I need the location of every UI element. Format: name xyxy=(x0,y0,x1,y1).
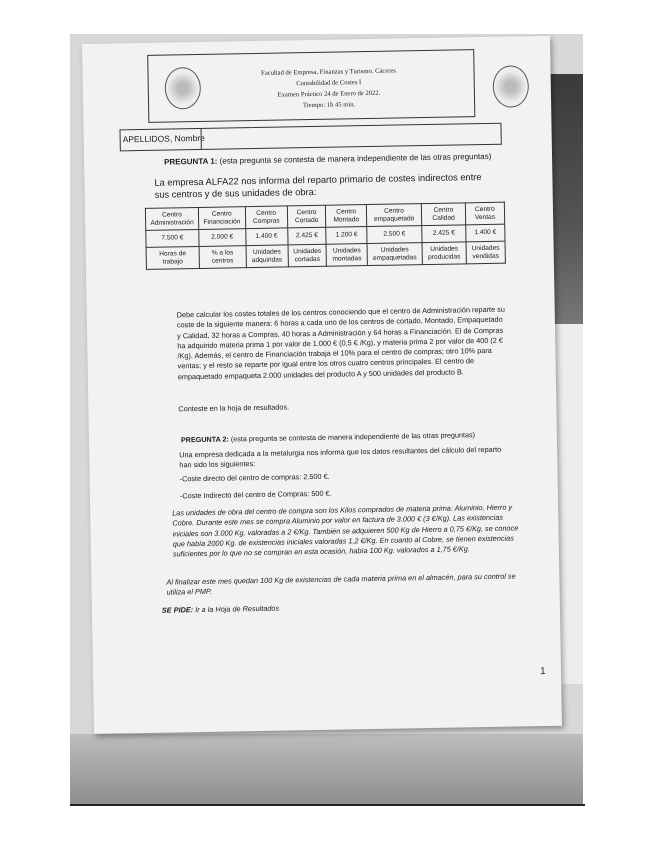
question-2-intro: Una empresa dedicada a la metalurgia nos informa que los datos resultantes del cálculo del reparto han sido los siguientes: xyxy=(179,444,502,470)
question-2-label: PREGUNTA 2: xyxy=(180,434,229,445)
exam-date: Examen Práctico 24 de Enero de 2022. xyxy=(277,89,381,99)
student-name-row xyxy=(119,123,501,152)
table-cell: Centro Cortado xyxy=(287,205,326,228)
faculty-seal-icon xyxy=(492,65,529,108)
table-cell: Centro Ventas xyxy=(465,202,504,225)
question-1-label: PREGUNTA 1: xyxy=(163,156,218,167)
page-number: 1 xyxy=(539,666,546,678)
scan-edge-line xyxy=(70,804,585,806)
exam-time: Tiempo: 1h 45 min. xyxy=(302,101,356,110)
question-1-body: Debe calcular los costes totales de los centros conociendo que el centro de Administración reparte su coste de la siguiente manera: 6 horas a cada uno de los centros de cortado, Montado, Empaquetado y Calidad, 32 horas a Compras, 40 horas a Administración y 64 horas a Financiación. El de Compras ha adquirido materia prima 1 por valor de 1.000 € (0,5 € /Kg), y materia prima 2 por valor de 400 (2 € /Kg). Además, el centro de Financiación trabaja el 10% para el centro de compras; otro 10% para ventas; y el resto se reparte por igual entre los otros cuatro centros principales. El centro de empaquetado empaqueta 2.000 unidades del producto A y 500 unidades del producto B. xyxy=(176,304,505,382)
header-text xyxy=(243,65,414,112)
ask-text: Ir a la Hoja de Resultados xyxy=(193,603,280,615)
student-name-label: APELLIDOS, Nombre xyxy=(122,132,205,145)
question-2-item-2: -Coste Indirecto del centro de Compras: 500 €. xyxy=(179,488,332,501)
question-1-note: (esta pregunta se contesta de manera independiente de las otras preguntas) xyxy=(217,151,492,166)
exam-sheet xyxy=(82,36,562,734)
table-cell: Unidades empaquetadas xyxy=(367,243,423,266)
table-cell: 2.425 € xyxy=(287,227,326,245)
table-cell: Unidades vendidas xyxy=(466,241,505,264)
university-seal-icon xyxy=(164,67,201,110)
student-name-field[interactable] xyxy=(201,124,502,149)
table-cell: Centro Financiación xyxy=(198,207,245,230)
table-cell: 1.200 € xyxy=(326,227,367,245)
table-cell: Centro Compras xyxy=(245,206,287,229)
question-2-title xyxy=(181,430,475,444)
table-cell: % a los centros xyxy=(199,246,246,269)
table-cell: Centro Administración xyxy=(145,207,198,230)
question-2-note: (esta pregunta se contesta de manera independiente de las otras preguntas) xyxy=(228,430,476,444)
table-cell: 2.425 € xyxy=(422,225,466,243)
table-cell: 1.400 € xyxy=(245,228,287,246)
table-cell: Centro empaquetado xyxy=(366,204,422,227)
question-2-item-1: -Coste directo del centro de compras: 2.500 €. xyxy=(179,471,330,484)
table-cell: Horas de trabajo xyxy=(146,246,199,269)
photo-background xyxy=(70,34,583,804)
subject-name: Contabilidad de Costes I xyxy=(296,79,362,88)
table-cell: Centro Calidad xyxy=(421,203,465,226)
table-cell: 2.000 € xyxy=(199,229,246,247)
bottom-shadow xyxy=(70,734,583,804)
question-2-closing: Al finalizar este mes quedan 100 Kg de existencias de cada materia prima en el almacén, para su control se utiliza el PMP. xyxy=(166,571,516,597)
question-2-ask xyxy=(162,600,492,616)
table-cell: Unidades adquiridas xyxy=(246,245,288,268)
table-cell: Unidades cortadas xyxy=(288,244,327,267)
table-cell: 7.500 € xyxy=(146,229,199,247)
question-1-intro: La empresa ALFA22 nos informa del reparto primario de costes indirectos entre sus centros y de sus unidades de obra: xyxy=(154,172,482,200)
table-cell: Unidades montadas xyxy=(327,244,368,267)
table-cell: Centro Montado xyxy=(326,205,367,228)
table-cell: Unidades producidas xyxy=(422,242,466,265)
table-cell: 2.500 € xyxy=(367,226,422,244)
table-cell: 1.400 € xyxy=(466,224,505,242)
question-2-body: Las unidades de obra del centro de compra son los Kilos comprados de materia prima: Aluminio, Hierro y Cobre. Durante este mes se compra Aluminio por valor en factura de 3.000 € (3 €/Kg). Las existencias iniciales son 3.000 Kg. valoradas a 2 €/Kg. También se adquieren 500 Kg de Hierro a 0,75 €/Kg, se conoce que había 2000 Kg. de existencias iniciales valoradas 1,2 €/Kg. En cuanto al Cobre, se tienen existencias suficientes por lo que no se compran en esta ocasión, había 100 Kg. valorados a 1,75 €/Kg. xyxy=(172,502,519,559)
question-1-answer-note: Conteste en la hoja de resultados. xyxy=(178,402,290,414)
exam-header xyxy=(147,49,475,123)
question-1-title xyxy=(164,152,491,167)
cost-centers-table xyxy=(145,202,506,270)
ask-label: SE PIDE: xyxy=(161,605,194,615)
faculty-name: Facultad de Empresa, Finanzas y Turismo. Cáceres xyxy=(261,67,396,77)
